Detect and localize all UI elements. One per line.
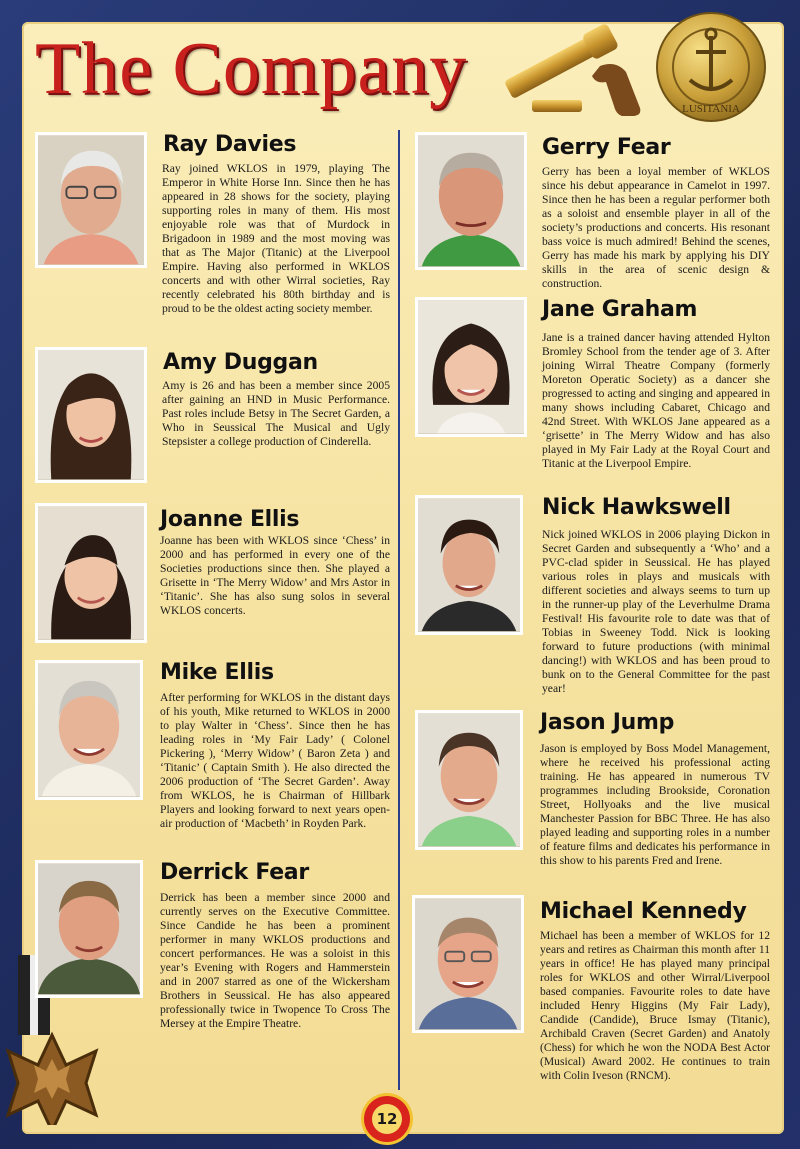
column-divider — [398, 130, 400, 1090]
medal-text: LUSITANIA — [682, 103, 740, 115]
member-bio: Amy is 26 and has been a member since 2005 after gaining an HND in Music Performance. Past roles include Betsy in The Secret Garden, a Who in Seussical The Musical and Ugly Stepsister a college production of Cinderella. — [162, 379, 390, 448]
member-name: Gerry Fear — [542, 135, 671, 160]
member-bio: Ray joined WKLOS in 1979, playing The Emperor in White Horse Inn. Since then he has appeared in 28 shows for the society, playing supporting roles in many of them. His most enjoyable role was that of Murdock in Brigadoon in 1989 and the most moving was that as The Major (Titanic) at the Liverpool Empire. Having also performed in WKLOS concerts and with other Wirral societies, Ray recently celebrated his 80th birthday and is proud to be the oldest acting society member. — [162, 162, 390, 315]
member-photo — [35, 503, 147, 643]
member-bio: Gerry has been a loyal member of WKLOS since his debut appearance in Camelot in 1997. Since then he has been a regular performer both as a soloist and ensemble player in all of the society’s productions and concerts. His resonant bass voice is much admired! Behind the scenes, Gerry has made his mark by applying his DIY skills in the area of scenic design & construction. — [542, 165, 770, 290]
lusitania-medal-icon — [652, 8, 770, 126]
member-photo — [415, 297, 527, 437]
member-bio: After performing for WKLOS in the distant days of his youth, Mike returned to WKLOS in 2000 to play Walter in ‘Chess’. Since then he has leading roles in ‘My Fair Lady’ ( Colonel Pickering ), ‘Merry Widow’ ( Baron Zeta ) and ‘Titanic’ ( Captain Smith ). He also directed the 2006 production of ‘The Secret Garden’. Away from WKLOS, he is Chairman of Hillbark Players and looking forward to next years open-air production of ‘Macbeth’ in Royden Park. — [160, 691, 390, 830]
member-bio: Michael has been a member of WKLOS for 12 years and retires as Chairman this month after 11 years in office! He has played many principal roles for WKLOS and other Wirral/Liverpool based companies. Favourite roles to date have included Henry Higgins (My Fair Lady), Candide (Candide), Bruce Ismay (Titanic), Archibald Craven (Secret Garden) and Anatoly (Chess) for which he won the NODA Best Actor (Musical) Award 2002. He continues to train with Colin Iveson (RNCM). — [540, 929, 770, 1082]
member-name: Michael Kennedy — [540, 899, 747, 924]
member-name: Ray Davies — [163, 132, 297, 157]
member-photo — [415, 495, 523, 635]
member-name: Nick Hawkswell — [542, 495, 731, 520]
member-bio: Nick joined WKLOS in 2006 playing Dickon in Secret Garden and subsequently a ‘Who’ and a PVC-clad spider in Seussical. He has played various roles in plays and musicals with different societies and always seems to turn up in the runner-up play of the Leverhulme Drama Festival! His favourite role to date was that of Tobias in Sweeney Todd. Nick is looking forward to future productions (with minimal dancing!) with WKLOS and has been proud to bunk on to the General Committee for the past year! — [542, 528, 770, 695]
member-photo — [35, 860, 143, 998]
member-name: Jason Jump — [540, 710, 675, 735]
member-bio: Derrick has been a member since 2000 and currently serves on the Executive Committee. Since Candide he has been a prominent performer in many WKLOS productions and concert performances. He was a soloist in this year’s Evening with Rogers and Hammerstein and in 2007 starred as one of the Wickersham Brothers in Seussical. He has also appeared professionally twice in Twopence To Cross The Mersey at the Empire Theatre. — [160, 891, 390, 1030]
member-bio: Jason is employed by Boss Model Management, where he received his professional acting training. He has appeared in numerous TV programmes including Brookside, Coronation Street, Hollyoaks and the live musical Manchester Passion for BBC Three. He has also played leading and supporting roles in a number of feature films and dedicates his performance in this show to his parents Fred and Irene. — [540, 742, 770, 867]
member-name: Amy Duggan — [163, 350, 318, 375]
page-number: 12 — [372, 1104, 402, 1134]
member-bio: Jane is a trained dancer having attended Hylton Bromley School from the tender age of 3. After joining Wirral Theatre Company (formerly Moreton Operatic Society) as a dancer she progressed to acting and singing and appeared in many shows including Cabaret, Chicago and 42nd Street. With WKLOS Jane appeared as a ‘grisette’ in The Merry Widow and has also played in My Fair Lady at the Royal Court and Titanic at the Liverpool Empire. — [542, 331, 770, 470]
page-number-badge — [364, 1096, 410, 1142]
member-photo — [415, 132, 527, 270]
member-bio: Joanne has been with WKLOS since ‘Chess’ in 2000 and has performed in every one of the Societies productions since then. She played a Grisette in ‘The Merry Widow’ and Mrs Astor in ‘Titanic’. She has also sung solos in several WKLOS concerts. — [160, 534, 390, 617]
member-photo — [415, 710, 523, 850]
member-name: Jane Graham — [542, 297, 698, 322]
member-name: Derrick Fear — [160, 860, 309, 885]
member-name: Joanne Ellis — [160, 507, 300, 532]
member-photo — [35, 660, 143, 800]
page-title: The Company — [35, 28, 468, 110]
member-photo — [412, 895, 524, 1033]
member-photo — [35, 132, 147, 268]
member-photo — [35, 347, 147, 483]
member-name: Mike Ellis — [160, 660, 274, 685]
flare-gun-icon — [492, 18, 652, 118]
